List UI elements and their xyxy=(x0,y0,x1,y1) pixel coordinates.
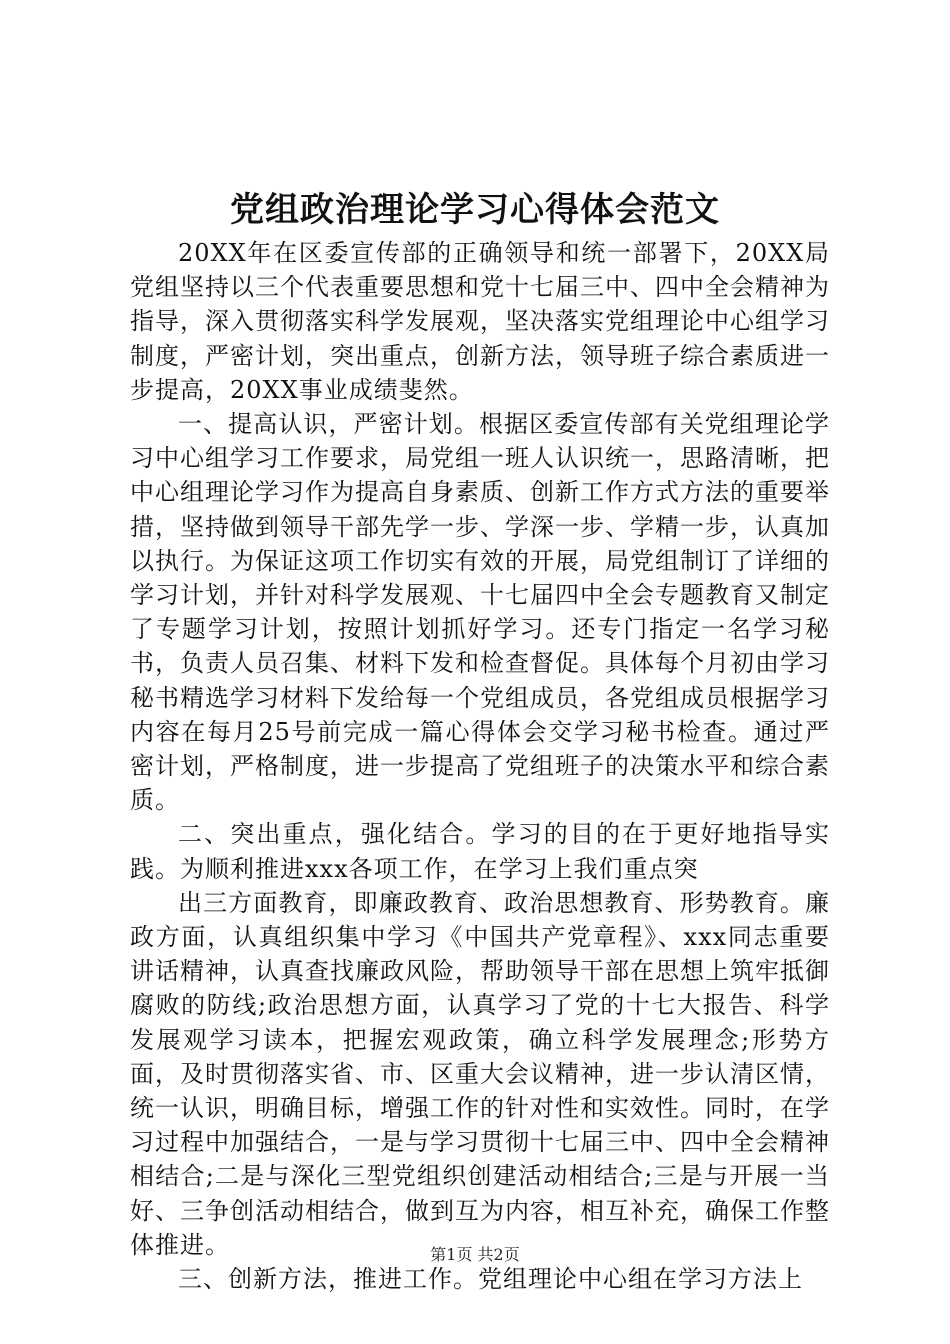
paragraph-section-2-continued: 出三方面教育，即廉政教育、政治思想教育、形势教育。廉政方面，认真组织集中学习《中国共产党章程》、xxx同志重要讲话精神，认真查找廉政风险，帮助领导干部在思想上筑牢抵御腐败的防线;政治思想方面，认真学习了党的十七大报告、科学发展观学习读本，把握宏观政策，确立科学发展理念;形势方面，及时贯彻落实省、市、区重大会议精神，进一步认清区情，统一认识，明确目标，增强工作的针对性和实效性。同时，在学习过程中加强结合，一是与学习贯彻十七届三中、四中全会精神相结合;二是与深化三型党组织创建活动相结合;三是与开展一当好、三争创活动相结合，做到互为内容，相互补充，确保工作整体推进。 xyxy=(130,888,830,1259)
paragraph-section-3: 三、创新方法，推进工作。党组理论中心组在学习方法上 xyxy=(178,1265,803,1294)
document-body xyxy=(130,236,830,1296)
paragraph-intro: 20XX年在区委宣传部的正确领导和统一部署下，20XX局党组坚持以三个代表重要思想和党十七届三中、四中全会精神为指导，深入贯彻落实科学发展观，坚决落实党组理论中心组学习制度，严密计划，突出重点，创新方法，领导班子综合素质进一步提高，20XX事业成绩斐然。 xyxy=(130,239,830,404)
page-number-footer: 第1页 共2页 xyxy=(430,1245,520,1264)
document-title: 党组政治理论学习心得体会范文 xyxy=(230,190,720,230)
paragraph-section-2: 二、突出重点，强化结合。学习的目的在于更好地指导实践。为顺利推进xxx各项工作，在学习上我们重点突 xyxy=(130,820,830,883)
paragraph-section-1: 一、提高认识，严密计划。根据区委宣传部有关党组理论学习中心组学习工作要求，局党组一班人认识统一，思路清晰，把中心组理论学习作为提高自身素质、创新工作方式方法的重要举措，坚持做到领导干部先学一步、学深一步、学精一步，认真加以执行。为保证这项工作切实有效的开展，局党组制订了详细的学习计划，并针对科学发展观、十七届四中全会专题教育又制定了专题学习计划，按照计划抓好学习。还专门指定一名学习秘书，负责人员召集、材料下发和检查督促。具体每个月初由学习秘书精选学习材料下发给每一个党组成员，各党组成员根据学习内容在每月25号前完成一篇心得体会交学习秘书检查。通过严密计划，严格制度，进一步提高了党组班子的决策水平和综合素质。 xyxy=(130,410,830,815)
